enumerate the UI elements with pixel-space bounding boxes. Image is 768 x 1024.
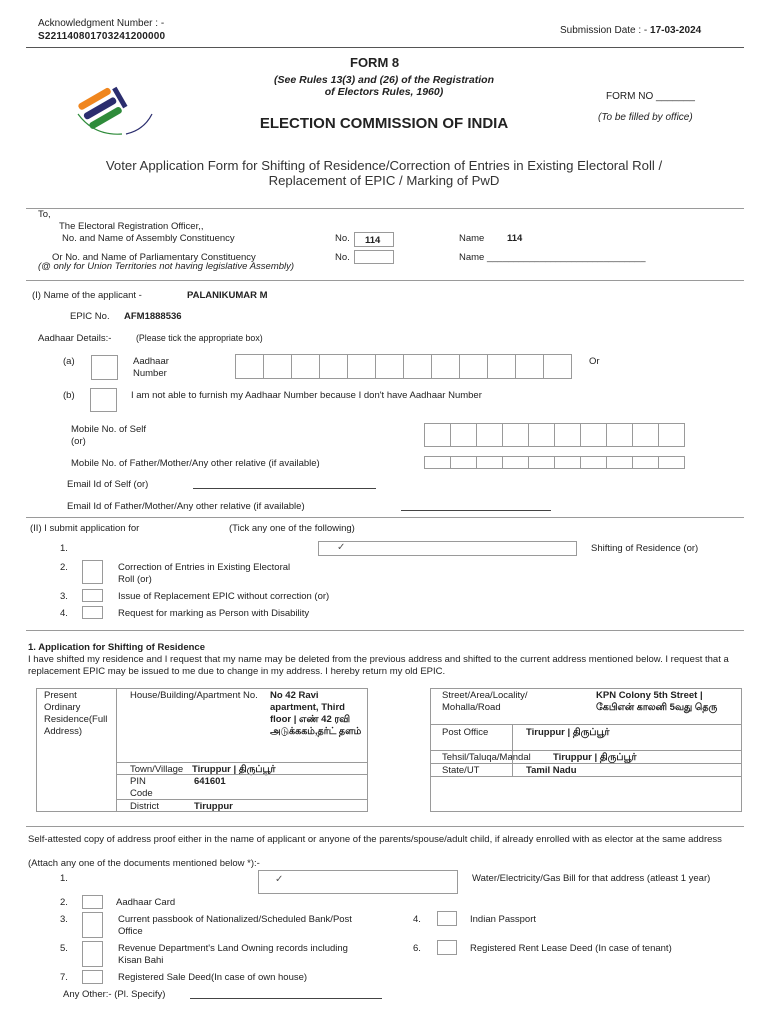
addressee-divider: [26, 280, 744, 281]
ack-number: S221140801703241200000: [38, 31, 166, 42]
district-value: Tiruppur: [194, 801, 233, 812]
application-divider: [26, 630, 744, 631]
town-label: Town/Village: [130, 764, 184, 775]
parliament-label: Or No. and Name of Parliamentary Constituency: [52, 252, 256, 263]
epic-number: AFM1888536: [124, 311, 182, 322]
submission-date: [560, 25, 701, 36]
assembly-no-field[interactable]: 114: [354, 232, 394, 247]
doc-1-label: Water/Electricity/Gas Bill for that address (atleast 1 year): [472, 873, 711, 884]
to-label: To,: [38, 209, 51, 220]
applicant-name-label: (I) Name of the applicant -: [32, 290, 142, 301]
option-a-label: (a): [63, 356, 75, 367]
shifting-title: 1. Application for Shifting of Residence: [28, 642, 205, 653]
pin-value: 641601: [194, 776, 226, 787]
state-value: Tamil Nadu: [526, 765, 577, 776]
doc-5-label: Revenue Department's Land Owning records including Kisan Bahi: [118, 943, 348, 966]
state-label: State/UT: [442, 765, 480, 776]
eci-logo-icon: [64, 74, 160, 144]
house-value: No 42 Ravi apartment, Third floor | எண் 42 ரவி அடுக்ககம்,தர்ட் தளம்: [270, 690, 362, 737]
applicant-name: PALANIKUMAR M: [187, 290, 268, 301]
mobile-self-input[interactable]: [425, 423, 685, 447]
app-item-3-checkbox[interactable]: [82, 589, 103, 602]
app-item-3-label: Issue of Replacement EPIC without correction (or): [118, 591, 330, 602]
present-address-col-divider: [116, 688, 117, 812]
doc-7-label: Registered Sale Deed(In case of own house): [118, 972, 308, 983]
app-item-2-checkbox[interactable]: [82, 560, 103, 584]
house-label: House/Building/Apartment No.: [130, 690, 258, 701]
state-row-divider: [430, 776, 742, 777]
tick-hint: (Tick any one of the following): [229, 523, 355, 534]
shifting-statement: I have shifted my residence and I request that my name may be deleted from the previous address and shifted to the current address mentioned below. I request that a replacement EPIC may be issued to me due to change in my address. I hereby return my old EPIC.: [28, 654, 729, 677]
house-row-divider: [116, 762, 368, 763]
aadhaar-checkbox[interactable]: [91, 355, 118, 380]
ut-note: (@ only for Union Territories not having legislative Assembly): [38, 261, 295, 272]
email-self-label: Email Id of Self (or): [67, 479, 149, 490]
rules-text: (See Rules 13(3) and (26) of the Registration of Electors Rules, 1960): [274, 74, 494, 98]
checkmark-icon: ✓: [337, 542, 346, 553]
aadhaar-number-label: Aadhaar Number: [133, 356, 169, 379]
commission-name: ELECTION COMMISSION OF INDIA: [259, 115, 509, 132]
parliament-name-line: Name ______________________________: [459, 252, 646, 263]
doc-6-label: Registered Rent Lease Deed (In case of tenant): [470, 943, 672, 954]
town-row-divider: [116, 774, 368, 775]
logo-arc-right: [126, 114, 152, 134]
doc-7-num: 7.: [60, 972, 68, 983]
app-item-1-label: Shifting of Residence (or): [591, 543, 699, 554]
app-item-2-label: Correction of Entries in Existing Electoral Roll (or): [118, 562, 291, 585]
email-relative-label: Email Id of Father/Mother/Any other relative (if available): [67, 501, 305, 512]
header-divider: [26, 47, 744, 48]
submission-value: 17-03-2024: [650, 25, 702, 36]
doc-2-label: Aadhaar Card: [116, 897, 176, 908]
doc-6-num: 6.: [413, 943, 421, 954]
submission-label: Submission Date : -: [560, 25, 648, 36]
pin-label: PIN Code: [130, 776, 153, 799]
assembly-name-label: Name: [459, 233, 485, 244]
tehsil-row-divider: [430, 763, 742, 764]
proof-attach: (Attach any one of the documents mentioned below *):-: [28, 858, 260, 869]
application-intro: (II) I submit application for: [30, 523, 140, 534]
title-divider: [26, 208, 744, 209]
tehsil-label: Tehsil/Taluqa/Mandal: [442, 752, 531, 763]
no-aadhaar-checkbox[interactable]: [90, 388, 117, 412]
app-item-1-checkbox[interactable]: [318, 541, 577, 556]
eci-logo: [64, 74, 160, 144]
proof-intro: Self-attested copy of address proof either in the name of applicant or anyone of the parents/spouse/adult child, if already enrolled with as elector at the same address: [28, 834, 722, 845]
any-other-input[interactable]: [190, 998, 382, 999]
no-aadhaar-text: I am not able to furnish my Aadhaar Number because I don't have Aadhaar Number: [131, 390, 482, 401]
street-value: KPN Colony 5th Street | கேபிஎன் காலனி 5வது தெரு: [596, 690, 718, 713]
post-row-divider: [430, 750, 742, 751]
doc-4-label: Indian Passport: [470, 914, 537, 925]
parliament-no-field[interactable]: [354, 250, 394, 264]
doc-3-checkbox[interactable]: [82, 912, 103, 938]
post-value: Tiruppur | திருப்பூர்: [526, 727, 610, 738]
app-item-4-num: 4.: [60, 608, 68, 619]
right-table-col-divider: [512, 724, 513, 776]
post-label: Post Office: [442, 727, 489, 738]
email-self-input[interactable]: [193, 488, 376, 489]
to-be-filled-note: (To be filled by office): [598, 112, 693, 123]
mobile-relative-input[interactable]: [425, 456, 685, 469]
app-item-4-checkbox[interactable]: [82, 606, 103, 619]
form-title: FORM 8: [350, 55, 400, 70]
doc-3-num: 3.: [60, 914, 68, 925]
any-other-label: Any Other:- (Pl. Specify): [63, 989, 166, 1000]
doc-1-num: 1.: [60, 873, 68, 884]
aadhaar-hint: (Please tick the appropriate box): [136, 333, 263, 343]
assembly-label: No. and Name of Assembly Constituency: [62, 233, 235, 244]
option-b-label: (b): [63, 390, 75, 401]
shifting-divider: [26, 826, 744, 827]
app-item-3-num: 3.: [60, 591, 68, 602]
doc-1-checkbox[interactable]: [258, 870, 458, 894]
app-item-1-num: 1.: [60, 543, 68, 554]
form-no: FORM NO _______: [606, 91, 695, 102]
email-relative-input[interactable]: [401, 510, 551, 511]
pin-row-divider: [116, 799, 368, 800]
present-address-label: Present Ordinary Residence(Full Address): [44, 690, 108, 737]
app-item-2-num: 2.: [60, 562, 68, 573]
epic-label: EPIC No.: [70, 311, 110, 322]
assembly-name-value: 114: [507, 233, 523, 244]
doc-3-label: Current passbook of Nationalized/Scheduled Bank/Post Office: [118, 914, 352, 937]
logo-ballot-bar: [112, 87, 127, 109]
assembly-no-label: No.: [335, 233, 350, 244]
app-item-4-label: Request for marking as Person with Disability: [118, 608, 310, 619]
aadhaar-or: Or: [589, 356, 600, 367]
doc-2-checkbox[interactable]: [82, 895, 103, 909]
street-label: Street/Area/Locality/ Mohalla/Road: [442, 690, 528, 713]
application-title: Voter Application Form for Shifting of Residence/Correction of Entries in Existing Electoral Roll / Replacement of EPIC / Marking of PwD: [105, 158, 663, 188]
street-row-divider: [430, 724, 742, 725]
ack-label: Acknowledgment Number : -: [38, 18, 165, 29]
doc-2-num: 2.: [60, 897, 68, 908]
mobile-relative-label: Mobile No. of Father/Mother/Any other relative (if available): [71, 458, 320, 469]
mobile-self-label: Mobile No. of Self (or): [71, 424, 146, 447]
applicant-divider: [26, 517, 744, 518]
doc-5-checkbox[interactable]: [82, 941, 103, 967]
doc-7-checkbox[interactable]: [82, 970, 103, 984]
doc-4-checkbox[interactable]: [437, 911, 457, 926]
aadhaar-number-input[interactable]: [236, 354, 572, 379]
doc-4-num: 4.: [413, 914, 421, 925]
checkmark-icon: ✓: [275, 874, 284, 885]
parliament-no-label: No.: [335, 252, 350, 263]
town-value: Tiruppur | திருப்பூர்: [192, 764, 276, 775]
doc-6-checkbox[interactable]: [437, 940, 457, 955]
officer-label: The Electoral Registration Officer,,: [59, 221, 204, 232]
doc-5-num: 5.: [60, 943, 68, 954]
aadhaar-label: Aadhaar Details:-: [38, 333, 112, 344]
district-label: District: [130, 801, 160, 812]
tehsil-value: Tiruppur | திருப்பூர்: [553, 752, 637, 763]
